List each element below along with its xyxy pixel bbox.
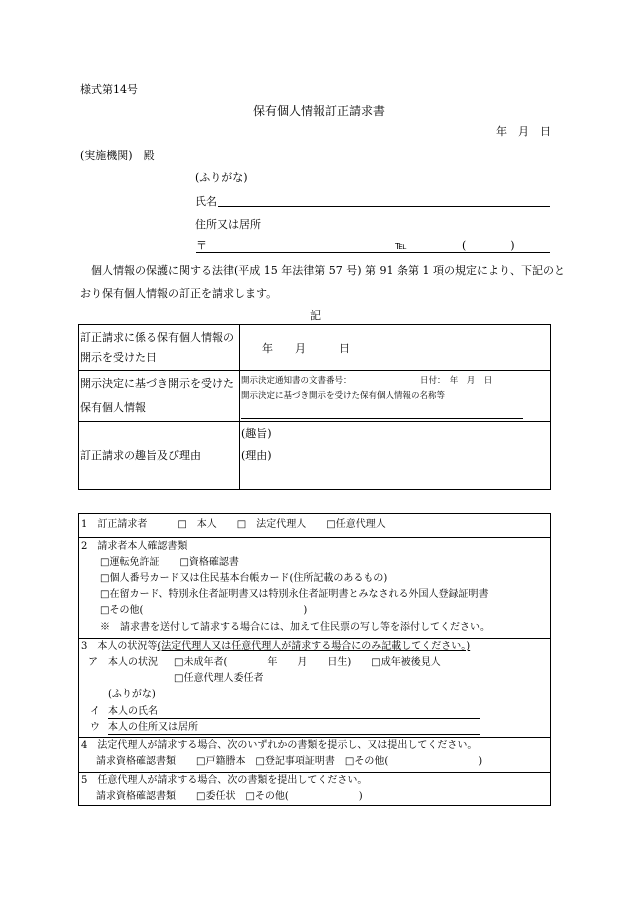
furigana-label: (ふりがな) [195,171,248,184]
row3-reason[interactable]: (理由) [241,449,272,462]
postal-mark: 〒 [196,239,207,252]
address-underline[interactable] [196,252,550,253]
section-3-i-underline[interactable] [108,718,480,719]
section-3-u-underline[interactable] [108,734,480,735]
tel-paren: ( ) [462,239,515,252]
row1-label-1: 訂正請求に係る保有個人情報の [80,331,234,344]
row2-date[interactable]: 日付： 年 月 日 [420,376,493,386]
section-3-a-line-1[interactable]: □未成年者( 年 月 日生) □成年被後見人 [174,657,441,668]
section-3-furigana: (ふりがな) [108,689,156,700]
section-3-i-prefix: イ [90,706,100,717]
section-divider-3 [78,737,551,738]
row1-label-2: 開示を受けた日 [80,351,157,364]
row1-value[interactable]: 年 月 日 [262,342,350,355]
intro-line-2: おり保有個人情報の訂正を請求します。 [80,287,278,300]
section-3-u-label: 本人の住所又は居所 [108,722,198,733]
section-1[interactable]: 1 訂正請求者 □ 本人 □ 法定代理人 □任意代理人 [81,519,386,530]
row2-label-1: 開示決定に基づき開示を受けた [80,377,234,390]
section-3-title-prefix: 3 本人の状況等 [81,641,158,652]
section-5-title: 5 任意代理人が請求する場合、次の書類を提出してください。 [81,775,368,786]
section-4-title: 4 法定代理人が請求する場合、次のいずれかの書類を提示し、又は提出してください。 [81,740,478,751]
section-2-line-2[interactable]: □個人番号カード又は住民基本台帳カード(住所記載のあるもの) [100,573,388,584]
row2-label-2: 保有個人情報 [80,401,146,414]
section-2-line-1[interactable]: □運転免許証 □資格確認書 [100,557,239,568]
addressee: (実施機関) 殿 [80,149,155,162]
section-3-title-note: (法定代理人又は任意代理人が請求する場合にのみ記載してください。) [157,641,471,652]
intro-line-1: 個人情報の保護に関する法律(平成 15 年法律第 57 号) 第 91 条第 1 項の規定により、下記のと [80,264,566,277]
row2-underline [241,418,523,419]
row3-label: 訂正請求の趣旨及び理由 [80,449,201,462]
row2-notice-number[interactable]: 開示決定通知書の文書番号： [241,376,352,386]
section-3-i-label: 本人の氏名 [108,706,158,717]
name-label: 氏名 [195,195,217,208]
table-row-divider-2 [78,421,551,422]
row2-name[interactable]: 開示決定に基づき開示を受けた保有個人情報の名称等 [241,391,446,401]
section-4-line[interactable]: 請求資格確認書類 □戸籍謄本 □登記事項証明書 □その他( ) [96,756,483,767]
section-3-u-prefix: ウ [90,722,100,733]
row3-purpose[interactable]: (趣旨) [241,427,272,440]
section-2-line-3[interactable]: □在留カード、特別永住者証明書又は特別永住者証明書とみなされる外国人登録証明書 [100,589,489,600]
table-row-divider-1 [78,370,551,371]
form-number: 様式第14号 [80,83,138,96]
page-title: 保有個人情報訂正請求書 [253,104,386,118]
tel-mark: ℡ [395,239,407,252]
section-2-title: 2 請求者本人確認書類 [81,541,188,552]
address-label: 住所又は居所 [195,218,261,231]
section-2-line-4[interactable]: □その他( ) [100,605,308,616]
section-divider-4 [78,772,551,773]
ki-heading: 記 [310,309,321,322]
table-divider [239,324,240,490]
section-divider-2 [78,638,551,639]
section-2-note: ※ 請求書を送付して請求する場合には、加えて住民票の写し等を添付してください。 [100,622,490,633]
section-3-a-label: ア 本人の状況 [88,657,158,668]
section-3-title [81,642,470,652]
section-divider-1 [78,537,551,538]
section-3-a-line-2[interactable]: □任意代理人委任者 [174,673,264,684]
date-line: 年 月 日 [496,125,551,138]
section-5-line[interactable]: 請求資格確認書類 □委任状 □その他( ) [96,791,363,802]
name-underline[interactable] [218,206,550,207]
